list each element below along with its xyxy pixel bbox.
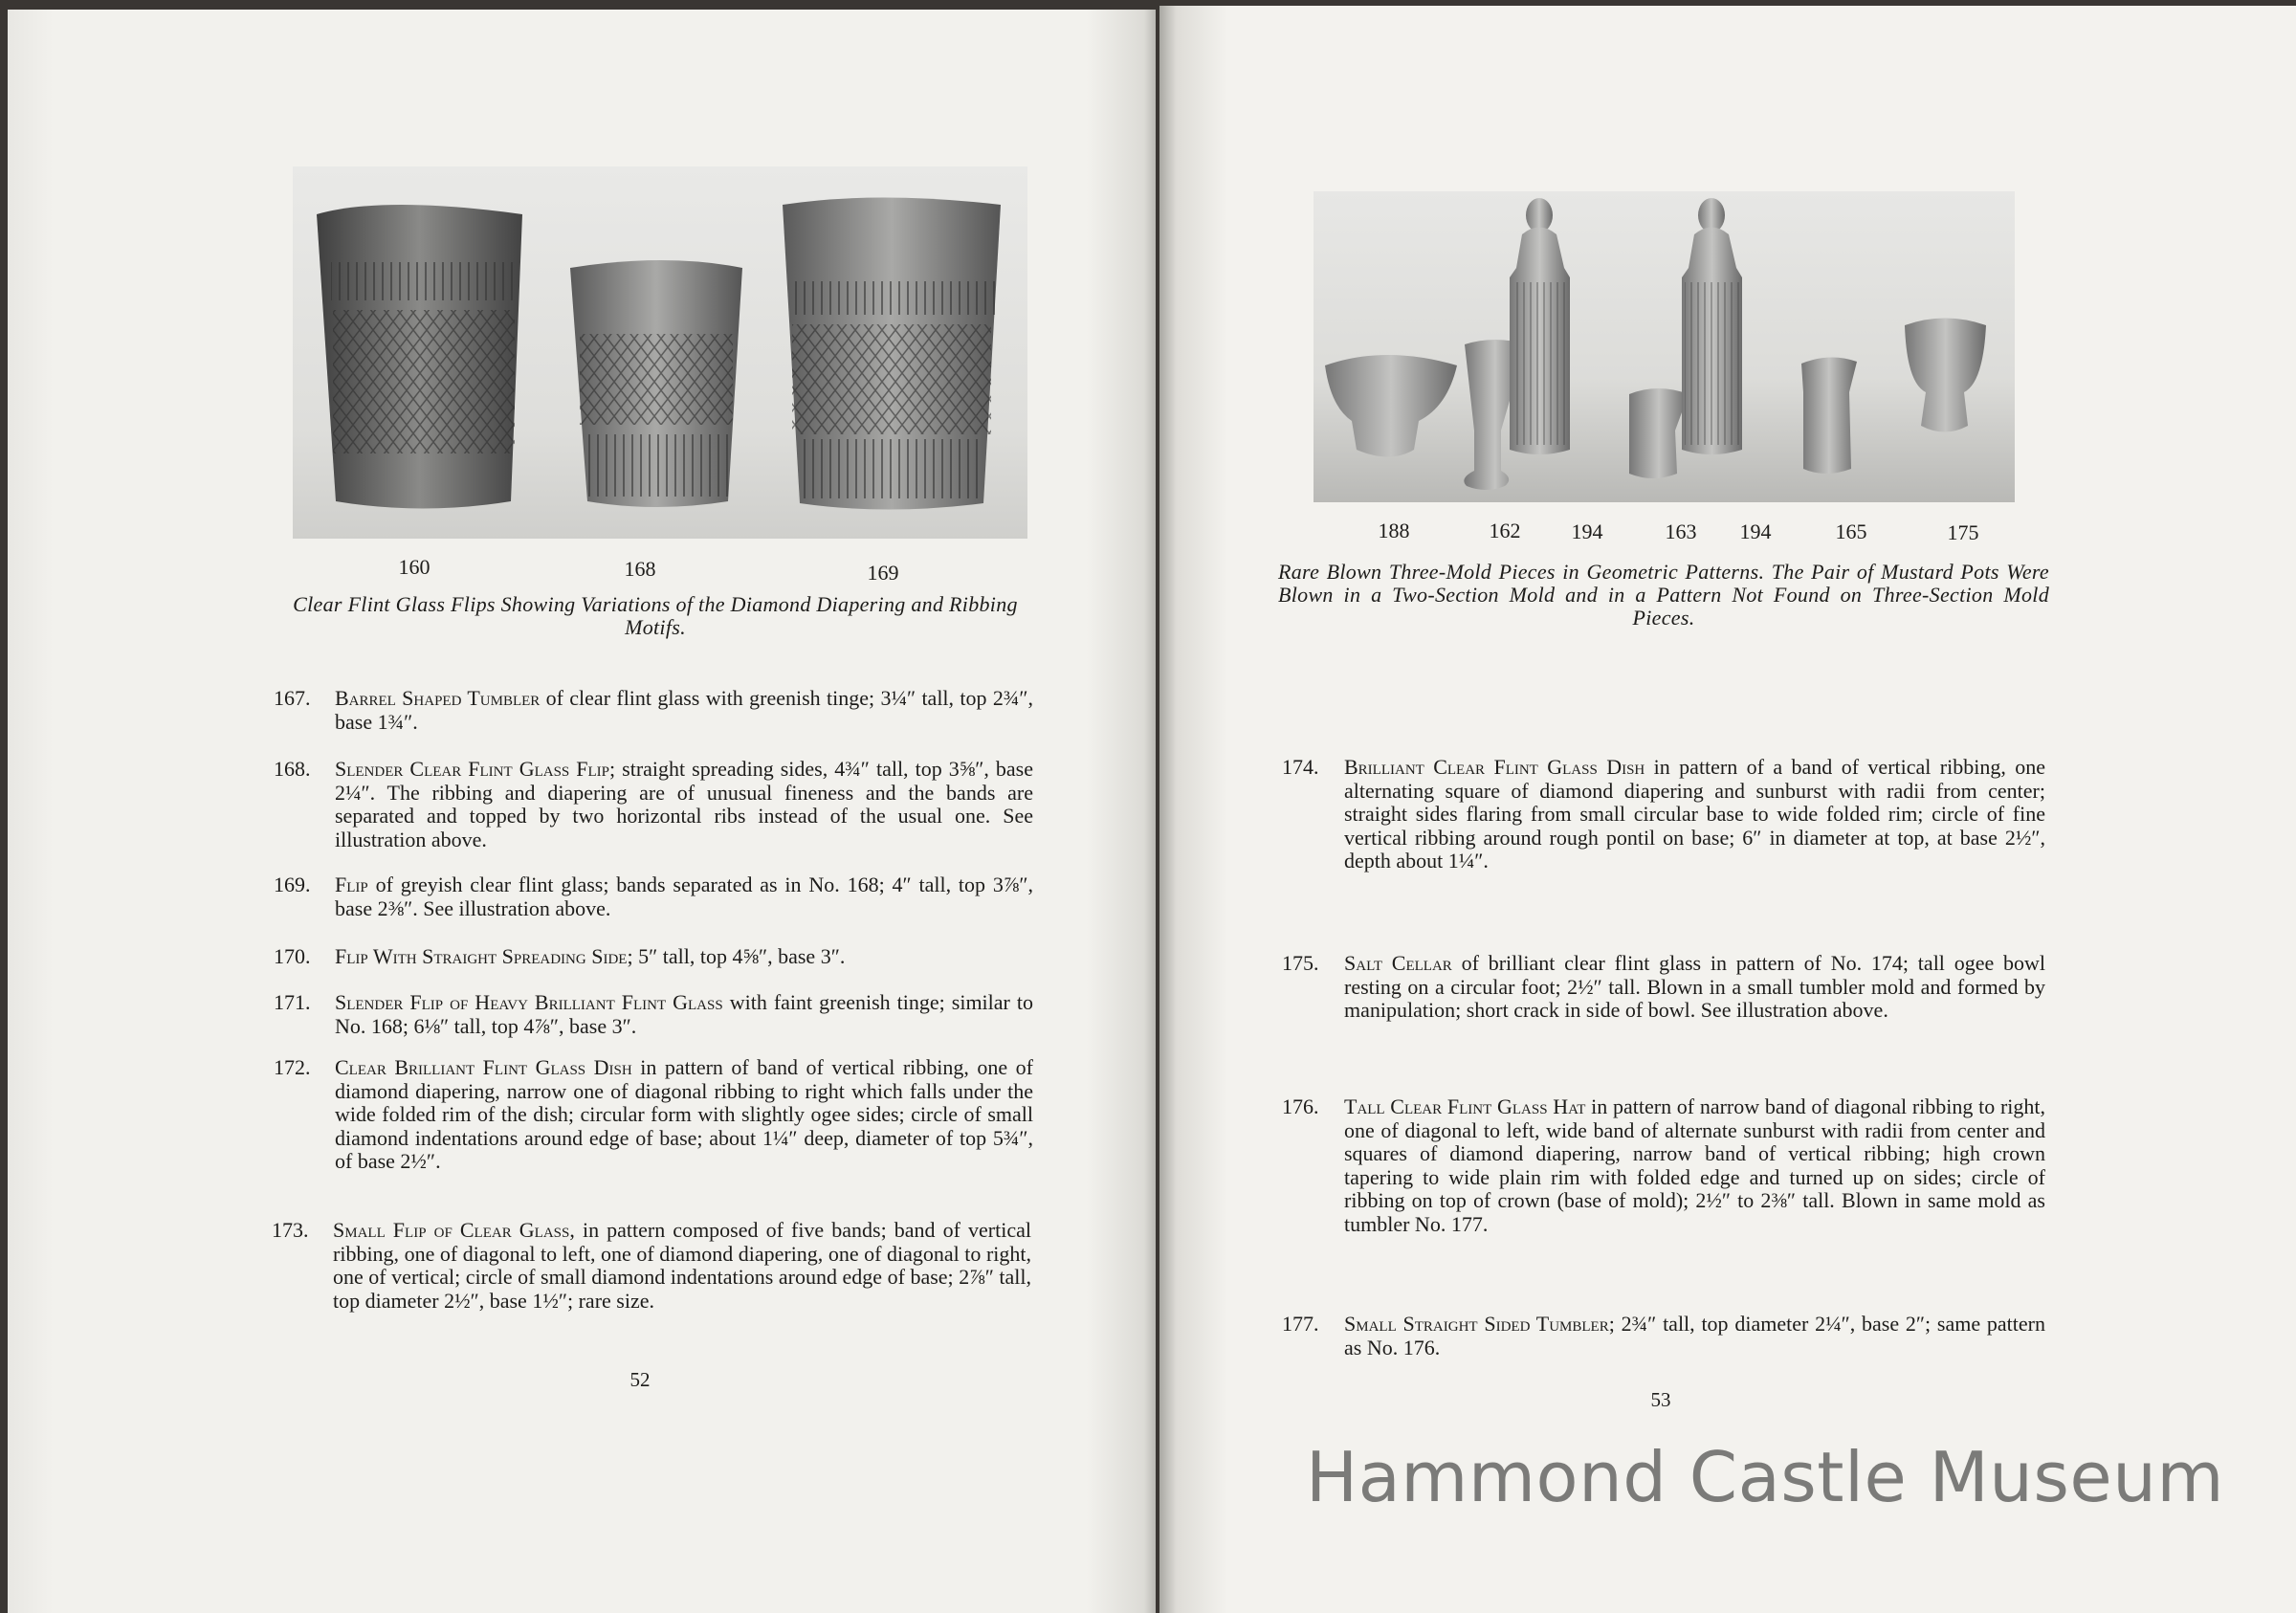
entry-title: Flip With Straight Spreading Side	[335, 944, 628, 968]
entry-title: Barrel Shaped Tumbler	[335, 686, 541, 710]
entry-number: 170.	[274, 944, 311, 968]
entry-text: in pattern of a band of vertical ribbing, one alternating square of diamond diapering and sunburst with radii from center; straight sides flaring from small circular base to wide folded rim; circle of fine vertical ribbing around rough pontil on base; 6″ in diameter at top, at base 2½″, depth about 1¼″.	[1344, 755, 2045, 873]
entry-text: in pattern of narrow band of diagonal ribbing to right, one of diagonal to left, wide band of alternate sunburst with radii from center and squares of diamond diapering, narrow band of vertical ribbing; high crown tapering to wide plain rim with folded edge and turned up on sides; circle of ribbing on top of crown (base of mold); 2½″ to 2⅜″ tall. Blown in same mold as tumbler No. 177.	[1344, 1094, 2045, 1236]
entry-number: 167.	[274, 686, 311, 710]
figure-number: 160	[398, 555, 430, 579]
figure-number: 163	[1665, 519, 1697, 543]
entry-text: ; straight spreading sides, 4¾″ tall, top 3⅝″, base 2¼″. The ribbing and diapering are of unusual fineness and the bands are separated and topped by two horizontal ribs instead of the usual one. See illustration above.	[335, 757, 1034, 851]
entry-text: ; 5″ tall, top 4⅝″, base 3″.	[627, 944, 846, 968]
entry-title: Salt Cellar	[1344, 951, 1452, 975]
figure-number: 162	[1489, 519, 1521, 542]
entry-title: Flip	[335, 873, 368, 896]
entry-text: , in pattern composed of five bands; band of vertical ribbing, one of diagonal to left, one of diamond diapering, one of diagonal to right, one of vertical; circle of small diamond indentations around edge of base; 2⅞″ tall, top diameter 2½″, base 1½″; rare size.	[333, 1218, 1032, 1313]
figure-number: 188	[1378, 519, 1410, 542]
entry-number: 175.	[1282, 951, 1319, 975]
entry-number: 172.	[274, 1055, 311, 1079]
figure-caption: Clear Flint Glass Flips Showing Variations of the Diamond Diapering and Ribbing Motifs.	[293, 592, 1018, 639]
figure-number: 169	[867, 561, 899, 585]
figure-number: 194	[1739, 519, 1772, 543]
entry-title: Clear Brilliant Flint Glass Dish	[335, 1055, 632, 1079]
entry-text: with faint greenish tinge; similar to No. 168; 6⅛″ tall, top 4⅞″, base 3″.	[335, 990, 1033, 1038]
figure-number: 165	[1835, 519, 1867, 543]
three-mold-pieces-photo	[1314, 191, 2015, 502]
museum-watermark: Hammond Castle Museum	[1306, 1437, 2224, 1517]
entry-title: Small Straight Sided Tumbler	[1344, 1312, 1609, 1336]
entry-title: Slender Flip of Heavy Brilliant Flint Glass	[335, 990, 723, 1014]
entry-title: Tall Clear Flint Glass Hat	[1344, 1094, 1586, 1118]
entry-number: 174.	[1282, 755, 1319, 779]
page-number: 53	[1650, 1388, 1671, 1411]
entry-number: 171.	[274, 990, 311, 1014]
entry-number: 173.	[272, 1218, 309, 1242]
entry-number: 177.	[1282, 1312, 1319, 1336]
entry-number: 169.	[274, 873, 311, 896]
figure-number: 175	[1947, 520, 1979, 544]
entry-title: Slender Clear Flint Glass Flip	[335, 757, 610, 781]
entry-number: 176.	[1282, 1094, 1319, 1118]
figure-caption: Rare Blown Three-Mold Pieces in Geometric Patterns. The Pair of Mustard Pots Were Blown in a Two-Section Mold and in a Pattern Not Found on Three-Section Mold Pieces.	[1278, 560, 2049, 630]
entry-text: of greyish clear flint glass; bands separated as in No. 168; 4″ tall, top 3⅞″, base 2⅜″. See illustration above.	[335, 873, 1033, 920]
entry-title: Small Flip of Clear Glass	[333, 1218, 570, 1242]
entry-text: of brilliant clear flint glass in pattern of No. 174; tall ogee bowl resting on a circular foot; 2½″ tall. Blown in a small tumbler mold and formed by manipulation; short crack in side of bowl. See illustration above.	[1344, 951, 2046, 1022]
entry-number: 168.	[274, 757, 311, 781]
entry-text: in pattern of band of vertical ribbing, one of diamond diapering, narrow one of diagonal ribbing to right which falls under the wide folded rim of the dish; circular form with slightly ogee sides; circle of small diamond indentations around edge of base; about 1¼″ deep, diameter of top 5¾″, of base 2½″.	[335, 1055, 1034, 1173]
figure-number: 168	[624, 557, 656, 581]
glass-flips-photo	[293, 166, 1027, 539]
page-number: 52	[629, 1368, 651, 1391]
entry-title: Brilliant Clear Flint Glass Dish	[1344, 755, 1645, 779]
figure-number: 194	[1571, 519, 1603, 543]
entry-text: ; 2¾″ tall, top diameter 2¼″, base 2″; same pattern as No. 176.	[1344, 1312, 2045, 1359]
entry-text: of clear flint glass with greenish tinge; 3¼″ tall, top 2¾″, base 1¾″.	[335, 686, 1033, 734]
